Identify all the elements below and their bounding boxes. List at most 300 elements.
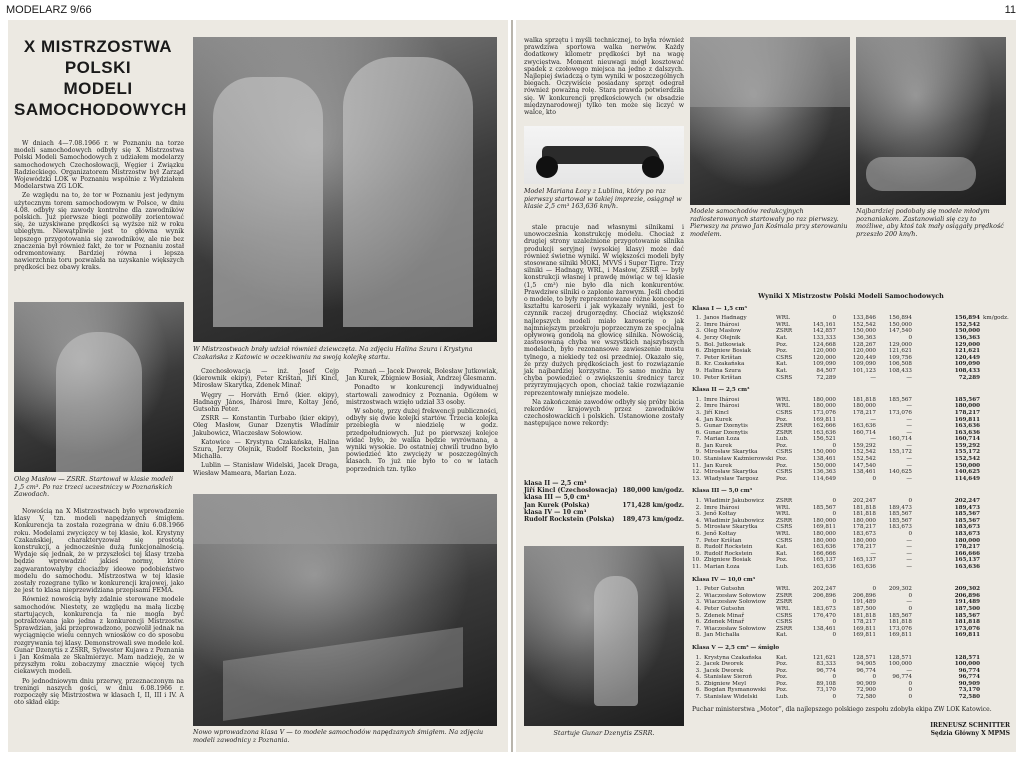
result-run-1: 162,666: [812, 423, 836, 430]
result-run-2: 94,905: [856, 661, 876, 668]
result-run-1: 206,896: [812, 592, 836, 599]
result-run-1: 150,000: [812, 449, 836, 456]
photo-propeller-models: [193, 494, 497, 726]
result-run-3: —: [906, 416, 912, 423]
result-place: 1.: [695, 315, 701, 322]
result-run-2: 178,217: [852, 524, 876, 531]
result-run-1: 169,811: [812, 524, 836, 531]
spacer: [912, 375, 950, 382]
spacer: [912, 417, 950, 424]
result-run-2: 0: [872, 475, 876, 482]
result-name: Stanisław Kaźmierowski: [704, 456, 774, 463]
result-place: 11.: [692, 563, 701, 570]
result-run-3: —: [906, 537, 912, 544]
result-run-2: 72,580: [856, 694, 876, 701]
spacer: [912, 626, 950, 633]
result-place: 10.: [692, 374, 701, 381]
result-best: 209,302: [954, 586, 980, 593]
result-team: Poz.: [776, 341, 788, 348]
result-run-3: 0: [908, 531, 912, 537]
spacer: [912, 342, 950, 349]
result-team: CSRS: [776, 449, 793, 456]
results-row: [692, 551, 1010, 558]
result-best: 72,580: [958, 694, 980, 701]
result-run-1: 0: [832, 442, 836, 449]
result-name: Wiaczesław Sołowiow: [704, 625, 766, 632]
caption-girls: W Mistrzostwach brały udział również dziewczęta. Na zdjęciu Halina Szura i Krystyna Czakańska z Katowic w oczekiwaniu na swoją kolejkę startu.: [193, 345, 473, 361]
result-name: Kr. Czakańska: [704, 361, 745, 368]
result-run-1: 166,666: [812, 550, 836, 557]
title-line: SAMOCHODOWYCH: [14, 100, 187, 119]
result-place: 7.: [695, 354, 701, 361]
result-run-2: 206,896: [852, 592, 876, 599]
records-list: [524, 480, 684, 540]
spacer: [912, 498, 950, 505]
result-place: 5.: [695, 612, 701, 619]
record-class: klasa III — 5,0 cm³: [524, 494, 590, 502]
result-name: Jacek Dworek: [704, 667, 744, 674]
paragraph: W dniach 4—7.08.1966 r. w Poznaniu na torze modeli samochodowych odbyły się X Mistrzostwa Polski Modeli Samochodowych z udziałem modelarzy samochodowych Czechosłowacji, Węgier i Związku Radzieckiego. Organizatorem Mistrzostw był Zarząd Wojewódzki LOK w Poznaniu wspólnie z Wydziałem Modelarstwa ZG LOK.: [14, 140, 184, 191]
result-run-1: 156,521: [812, 436, 836, 443]
result-name: Mirosław Skarytka: [704, 524, 758, 531]
result-team: WRL: [776, 403, 790, 410]
result-run-1: 180,000: [812, 517, 836, 524]
result-team: CSRS: [776, 612, 793, 619]
result-place: 4.: [695, 334, 701, 341]
result-name: Zbigniew Bosiak: [704, 348, 751, 355]
spacer: [912, 348, 950, 355]
result-place: 1.: [695, 396, 701, 403]
team-entry: Lublin — Stanisław Widelski, Jacek Draga, Wiesław Mameara, Marian Łoza.: [193, 462, 339, 477]
spacer: [912, 361, 950, 368]
result-best: 202,247: [954, 498, 980, 505]
result-best: 96,774: [958, 674, 980, 681]
result-run-3: 109,756: [888, 354, 912, 361]
result-run-3: —: [906, 557, 912, 564]
results-class-heading: Klasa III — 5,0 cm³: [692, 488, 753, 495]
article-column-1: [14, 140, 184, 296]
spacer: [912, 322, 950, 329]
result-team: ZSRR: [776, 592, 793, 599]
result-place: 2.: [695, 592, 701, 599]
result-run-2: 101,123: [852, 367, 876, 374]
result-run-1: 163,636: [812, 544, 836, 551]
result-run-2: 147,540: [852, 462, 876, 469]
spacer: [912, 403, 950, 410]
spacer: [912, 518, 950, 525]
spacer: [912, 397, 950, 404]
results-row: [692, 410, 1010, 417]
results-row: [692, 456, 1010, 463]
results-row: [692, 498, 1010, 505]
photo-two-boys-with-numbers: [193, 37, 497, 342]
results-row: [692, 403, 1010, 410]
result-best: 152,542: [954, 321, 980, 328]
results-footer: Puchar ministerstwa „Motor”, dla najlepszego polskiego zespołu zdobyła ekipa ZW LOK Katowice.: [692, 706, 992, 713]
result-best: 108,433: [954, 367, 980, 374]
record-value: 189,473 km/godz.: [622, 516, 684, 524]
signature: [820, 722, 1010, 738]
results-row: [692, 368, 1010, 375]
result-best: 185,567: [954, 396, 980, 403]
result-run-2: 187,500: [852, 605, 876, 612]
result-best: 189,473: [954, 504, 980, 511]
spacer: [912, 505, 950, 512]
spacer: [912, 655, 950, 662]
result-best: 140,625: [954, 469, 980, 476]
caption-radio: Modele samochodów redukcyjnych radiosterowanych startowały po raz pierwszy. Pierwszy na prawo Jan Kośmala przy sterowaniu modelem.: [690, 207, 848, 238]
spacer: [912, 544, 950, 551]
result-run-1: 89,108: [816, 680, 836, 687]
spacer: [912, 524, 950, 531]
photo-model-car: [524, 126, 684, 184]
spacer: [912, 469, 950, 476]
result-run-2: 181,818: [852, 396, 876, 403]
result-name: Zbigniew Meyl: [704, 680, 747, 687]
result-run-2: 152,542: [852, 456, 876, 463]
result-name: Wiaczesław Sołowiow: [704, 592, 766, 599]
result-run-3: 150,000: [888, 321, 912, 328]
record-value: 180,000 km/godz.: [622, 487, 684, 495]
result-name: Władimir Jakubowicz: [704, 517, 764, 524]
result-run-1: 0: [832, 498, 836, 505]
result-run-3: 169,811: [888, 632, 912, 639]
result-run-1: 142,857: [812, 328, 836, 335]
spacer: [912, 619, 950, 626]
result-run-2: 128,267: [852, 341, 876, 348]
result-name: Mirosław Skarytka: [704, 469, 758, 476]
result-run-2: 120,449: [852, 354, 876, 361]
result-run-1: 183,673: [812, 605, 836, 612]
result-best: 136,363: [954, 334, 980, 341]
result-best: 121,621: [954, 348, 980, 355]
result-best: 187,500: [954, 605, 980, 612]
results-row: [692, 524, 1010, 531]
signature-title: Sędzia Główny X MPMS: [930, 730, 1010, 737]
results-row: [692, 586, 1010, 593]
result-run-1: 120,000: [812, 348, 836, 355]
result-run-2: 138,461: [852, 469, 876, 476]
result-run-1: 150,000: [812, 462, 836, 469]
spacer: [912, 476, 950, 483]
result-team: CSRS: [776, 409, 793, 416]
results-row: [692, 606, 1010, 613]
result-run-1: 0: [832, 619, 836, 626]
result-run-1: 0: [832, 632, 836, 639]
result-run-3: 108,433: [888, 367, 912, 374]
page-header-left: MODELARZ 9/66: [6, 4, 92, 16]
result-team: Kat.: [776, 654, 788, 661]
result-place: 3.: [695, 599, 701, 606]
caption-model-car: Model Mariana Łozy z Lublina, który po raz pierwszy startował w takiej imprezie, osiągnął w klasie 2,5 cm³ 163,636 km/h.: [524, 187, 682, 211]
spacer: [912, 613, 950, 620]
result-best: 155,172: [954, 449, 980, 456]
results-row: [692, 593, 1010, 600]
title-line: POLSKI: [64, 58, 132, 77]
result-place: 2.: [695, 661, 701, 668]
result-team: ZSRR: [776, 328, 793, 335]
result-place: 1.: [695, 654, 701, 661]
results-class-heading: Klasa IV — 10,0 cm³: [692, 576, 756, 583]
result-name: Imre Ihárosi: [704, 403, 740, 410]
result-place: 7.: [695, 694, 701, 701]
paragraph: Ze względu na to, że tor w Poznaniu jest jedynym użytecznym torem samochodowym w Polsce, w dniu 4.08. odbyły się zawody kontrolne dla zawodników polskich. Już pierwsze biegi pozwoliły zorientować się, że uzyskiwane prędkości są wyższe niż w roku ubiegłym. Niewątpliwie jest to główna wynik lepszego przygotowania się zawodników, ale nie bez znaczenia był również fakt, że tor w Poznaniu został odremontowany. Bardziej równa i lepsza nawierzchnia toru pozwalała na uzyskanie większych prędkości bez obawy kraks.: [14, 192, 184, 272]
result-run-2: —: [870, 416, 876, 423]
results-row: [692, 687, 1010, 694]
result-best: 96,774: [958, 667, 980, 674]
result-name: Jenő Koltay: [704, 511, 737, 518]
result-run-2: 180,000: [852, 537, 876, 544]
results-row: [692, 619, 1010, 626]
result-team: ZSRR: [776, 599, 793, 606]
record-row: [524, 487, 684, 494]
results-row: [692, 469, 1010, 476]
results-row: [692, 544, 1010, 551]
results-row: [692, 655, 1010, 662]
result-team: Kat.: [776, 361, 788, 368]
result-team: Poz.: [776, 687, 788, 694]
result-name: Jan Michalła: [704, 632, 740, 639]
result-best: 169,811: [954, 632, 980, 639]
result-run-3: —: [906, 403, 912, 410]
result-name: Jenő Koltay: [704, 531, 737, 537]
result-team: Kat.: [776, 632, 788, 639]
result-team: ZSRR: [776, 625, 793, 632]
result-team: Poz.: [776, 667, 788, 674]
results-row: [692, 417, 1010, 424]
result-team: CSRS: [776, 469, 793, 476]
result-run-3: 185,567: [888, 511, 912, 518]
result-run-3: 129,000: [888, 341, 912, 348]
result-place: 2.: [695, 321, 701, 328]
spacer: [912, 315, 950, 322]
results-row: [692, 632, 1010, 639]
result-place: 8.: [695, 442, 701, 449]
result-run-3: —: [906, 544, 912, 551]
result-run-1: 202,247: [812, 586, 836, 593]
spacer: [912, 668, 950, 675]
results-row: [692, 315, 1010, 322]
result-name: Gunar Dzenytis: [704, 429, 748, 436]
result-name: Rudolf Rockstein: [704, 544, 753, 551]
results-row: [692, 674, 1010, 681]
result-place: 8.: [695, 544, 701, 551]
result-name: Zdenek Minař: [704, 612, 744, 619]
results-row: [692, 361, 1010, 368]
result-run-3: 0: [908, 605, 912, 612]
result-team: ZSRR: [776, 498, 793, 505]
result-team: CSRS: [776, 537, 793, 544]
record-row: [524, 516, 684, 523]
result-best: 166,666: [954, 550, 980, 557]
paragraph: stale pracuje nad własnymi silnikami i unowocześnia konstrukcję modelu. Chociaż z drugiej strony uzależnione przygotowanie silnika produkcji seryjnej (wysokiej klasy) może dać również świetne wyniki. W większości modeli były stosowane silniki MOKI, MVVS i Super Tigre. Trzy silniki — Hadnagy, WRL, i Masłow, ZSRR — były konstrukcji własnej i prawdę mówiąc w tej klasie (1,5 cm³) nie było dla nich konkurentów. Prawdziwe silniki o zaplonie żarowym. Jeśli chodzi o modele, to były reprezentowane różne koncepcje kształtu karoserii i jak wykazały wyniki, jest to czynnik raczej drugorzędny. Chociaż większość najlepszych modeli miało karoserię o jak najmniejszym przekroju poprzecznym ze specjalną opływową gondolą na głowicę silnika. Nowością, zastosowaną chyba we wszystkich najszybszych modelach, było rezonansowe zawieszenie mostu tylnego, a niekiedy też osi przedniej. Okazało się, że przy dużych prędkościach jest to rozwiązanie jak najbardziej korzystne. To samo można by chyba powiedzieć o zwiększeniu średnicy tarcz przyrzymujących opon, chociaż takie rozwiązanie reprezentowały mniejsze modele.: [524, 224, 684, 397]
result-place: 6.: [695, 531, 701, 537]
result-name: Peter Krištan: [704, 374, 742, 381]
spacer: [912, 449, 950, 456]
result-name: Władimir Jakubowicz: [704, 498, 764, 505]
results-row: [692, 423, 1010, 430]
result-run-3: 0: [908, 680, 912, 687]
results-row: [692, 564, 1010, 571]
result-place: 5.: [695, 423, 701, 430]
result-place: 11.: [692, 462, 701, 469]
results-title: Wyniki X Mistrzostw Polski Modeli Samochodowych: [758, 292, 944, 300]
result-run-2: 181,818: [852, 511, 876, 518]
results-row: [692, 505, 1010, 512]
result-best: 178,217: [954, 409, 980, 416]
result-run-1: 145,161: [812, 321, 836, 328]
caption-spectators: Najbardziej podobały się modele młodym poznaniakom. Zastanowiali się czy to możliwe, aby ktoś tak mały osiągały prędkość przeszło 200 km/h.: [856, 207, 1004, 238]
result-run-1: 165,137: [812, 557, 836, 564]
result-run-2: 183,673: [852, 531, 876, 537]
result-team: CSRS: [776, 619, 793, 626]
result-place: 4.: [695, 517, 701, 524]
result-place: 9.: [695, 367, 701, 374]
result-best: 163,636: [954, 429, 980, 436]
results-row: [692, 511, 1010, 518]
result-run-3: 0: [908, 498, 912, 505]
result-team: ZSRR: [776, 423, 793, 430]
team-entry: Poznań — Jacek Dworek, Bolesław Jutkowiak, Jan Kurek, Zbigniew Bosiak, Andrzej Glesmann.: [346, 368, 498, 383]
result-run-2: 180,000: [852, 403, 876, 410]
result-run-3: 173,076: [888, 625, 912, 632]
results-row: [692, 342, 1010, 349]
result-team: Lub.: [776, 436, 789, 443]
result-name: Bogdan Rysmanowski: [704, 687, 766, 694]
result-run-2: 165,137: [852, 557, 876, 564]
result-run-3: —: [906, 442, 912, 449]
result-place: 3.: [695, 511, 701, 518]
result-run-3: 0: [908, 592, 912, 599]
result-run-2: 72,900: [856, 687, 876, 694]
title-line: X MISTRZOSTWA: [23, 37, 173, 56]
team-entry: Węgry — Horváth Ernő (kier. ekipy), Hadnagy János, Ihárosi Imre, Koltay Jenő, Gutsohn Peter.: [193, 391, 339, 414]
result-name: Imre Ihárosi: [704, 504, 740, 511]
result-run-3: 189,473: [888, 504, 912, 511]
result-best: 180,000: [954, 403, 980, 410]
spacer: [912, 430, 950, 437]
results-row: [692, 348, 1010, 355]
spacer: [912, 551, 950, 558]
result-best: 72,289: [958, 374, 980, 381]
result-run-1: 138,461: [812, 456, 836, 463]
record-row: [524, 502, 684, 509]
results-class-heading: Klasa I — 1,5 cm³: [692, 305, 747, 312]
result-run-1: 83,333: [816, 661, 836, 668]
result-place: 1.: [695, 498, 701, 505]
result-name: Jan Kurek: [704, 416, 732, 423]
result-run-3: 209,302: [888, 586, 912, 593]
result-run-3: 181,818: [888, 619, 912, 626]
results-row: [692, 661, 1010, 668]
result-run-2: 152,542: [852, 449, 876, 456]
result-team: Kat.: [776, 334, 788, 341]
result-name: Jan Kurek: [704, 462, 732, 469]
result-run-2: 0: [872, 674, 876, 681]
result-name: Oleg Masłow: [704, 328, 741, 335]
paragraph: Na zakończenie zawodów odbyły się próby bicia rekordów krajowych przez zawodników czechosłowackich i polskich. Ustanowione zostały następujące nowe rekordy:: [524, 398, 684, 428]
article-column-2: [14, 508, 184, 744]
results-row: [692, 538, 1010, 545]
results-row: [692, 626, 1010, 633]
results-row: [692, 681, 1010, 688]
result-team: Kat.: [776, 550, 788, 557]
spacer: [912, 328, 950, 335]
result-name: Halina Szura: [704, 367, 741, 374]
result-team: Poz.: [776, 416, 788, 423]
result-team: Lub.: [776, 563, 789, 570]
teams-list-b: [346, 368, 498, 486]
result-run-3: —: [906, 563, 912, 570]
result-run-1: 180,000: [812, 531, 836, 537]
result-best: 206,896: [954, 592, 980, 599]
team-entry: ZSRR — Konstantin Turbabo (kier ekipy), Oleg Masłow, Gunar Dzenytis Władimir Jakubowicz, Wiaczesław Sołowiow.: [193, 415, 339, 437]
result-place: 5.: [695, 341, 701, 348]
spacer: [912, 593, 950, 600]
result-run-3: 160,714: [888, 436, 912, 443]
result-place: 6.: [695, 429, 701, 436]
result-place: 8.: [695, 361, 701, 368]
result-name: Imre Ihárosi: [704, 396, 740, 403]
page-header-right: 11: [1004, 4, 1016, 16]
photo-oleg-maslow: [14, 302, 184, 472]
result-best: 152,542: [954, 456, 980, 463]
result-name: Gunar Dzenytis: [704, 423, 748, 430]
result-run-1: 109,090: [812, 361, 836, 368]
result-best: 160,714: [954, 436, 980, 443]
paragraph: Nowością na X Mistrzostwach było wprowadzenie klasy V, tzn. modeli napędzanych śmigłem. Konkurencja ta została rozegrana w dniu 6.08.1966 roku. Modelami zwycięzcy w tej klasie, kol. Krystyny Czakańskiej, charakteryzował się prostotą konstrukcji, a jednocześnie dużą funkcjonalnością. Wydaje się jednak, że w przyszłości tej klasy trzeba będzie wprowadzić jakieś normy, które zagwarantowałyby chociażby ideowe podobieństwo modelu do samochodu. Mistrzostwa w tej klasie zostały rozegrane tylko w konkurencji krajowej, jako że jest to klasa nieprzewidziana przepisami FEMA.: [14, 508, 184, 595]
result-team: CSRS: [776, 374, 793, 381]
result-run-1: 185,567: [812, 504, 836, 511]
result-run-3: 147,540: [888, 328, 912, 335]
gutter: [511, 20, 513, 752]
result-team: Poz.: [776, 462, 788, 469]
result-best: 128,571: [954, 654, 980, 661]
result-run-1: 180,000: [812, 403, 836, 410]
result-place: 6.: [695, 687, 701, 694]
results-class-heading: Klasa V — 2,5 cm³ — śmigło: [692, 644, 780, 651]
spacer: [912, 335, 950, 342]
result-run-1: 169,811: [812, 416, 836, 423]
result-run-2: 191,489: [852, 599, 876, 606]
paragraph: Również nowością były zdalnie sterowane modele samochodów. Niestety, ze względu na małą liczbę startujących, konkurencja ta nie mogła być potraktowana jako jedna z konkurencji Mistrzostw. Sprawdzian, jaki przeprowadzono, pozwolił jednak na wyciągnięcie wielu cennych wniosków co do sposobu rozgrywania tej klasy. Demonstrowali swe modele kol. Gunar Dzenytis z ZSRR, Sylwester Kujawa z Poznania i Jan Kośmala ze Skalmierzyc. Mam nadzieję, że w przyszłym roku zobaczymy znacznie więcej tych ciekawych modeli.: [14, 596, 184, 676]
result-name: Stanisław Widelski: [704, 694, 758, 701]
spacer: [912, 694, 950, 701]
result-run-2: 160,714: [852, 429, 876, 436]
spacer: [912, 355, 950, 362]
result-run-2: 96,774: [856, 667, 876, 674]
results-class-heading: Klasa II — 2,5 cm³: [692, 387, 750, 394]
result-best: 163,636: [954, 423, 980, 430]
result-run-1: 163,636: [812, 563, 836, 570]
result-run-1: 136,363: [812, 469, 836, 476]
result-name: Marian Łoza: [704, 436, 740, 443]
result-name: Peter Gutsohn: [704, 586, 745, 593]
result-run-3: —: [906, 423, 912, 430]
result-run-3: 156,894: [888, 315, 912, 322]
result-team: ZSRR: [776, 429, 793, 436]
result-run-2: —: [870, 550, 876, 557]
result-team: WRL: [776, 531, 790, 537]
result-name: Jiří Kincl: [704, 409, 729, 416]
result-run-2: 0: [872, 586, 876, 593]
photo-radio-controlled: [690, 37, 850, 205]
result-team: Kat.: [776, 544, 788, 551]
result-team: Poz.: [776, 557, 788, 564]
result-run-2: 178,217: [852, 544, 876, 551]
result-run-2: 136,363: [852, 334, 876, 341]
article-title: [14, 36, 187, 120]
